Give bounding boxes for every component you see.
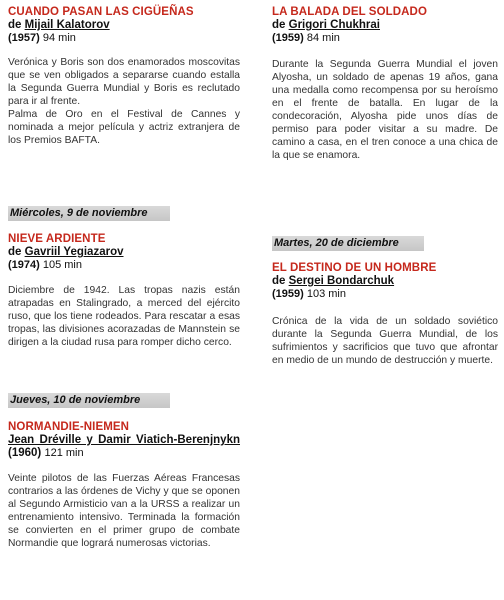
film-meta [8, 32, 240, 45]
film-synopsis [272, 58, 498, 162]
film-title: EL DESTINO DE UN HOMBRE [272, 262, 437, 274]
film-entry-nieve-ardiente [8, 233, 240, 349]
film-title: LA BALADA DEL SOLDADO [272, 6, 428, 18]
synopsis-paragraph: Verónica y Boris son dos enamorados moscovitas que se ven obligados a separarse cuando estalla la Segunda Guerra Mundial y Boris es reclutado para ir al frente. [8, 57, 240, 107]
film-duration: 105 min [42, 259, 82, 271]
director-prefix: de [8, 19, 22, 31]
film-meta [272, 288, 498, 301]
film-director [8, 19, 240, 32]
film-duration: 84 min [306, 32, 340, 44]
film-entry-cuando-pasan-las-ciguenas [8, 6, 240, 147]
film-director [8, 434, 240, 460]
director-prefix: de [272, 275, 286, 287]
film-director [8, 246, 240, 259]
film-title: NORMANDIE-NIEMEN [8, 421, 130, 433]
director-prefix: de [8, 246, 22, 258]
film-director [272, 275, 498, 288]
synopsis-paragraph: Diciembre de 1942. Las tropas nazis están atrapadas en Stalingrado, a merced del ejército ruso, que los tiene rodeados. Para rescatar a esas tropas, las divisiones acorazadas de Mannstein se dirigen a la ciudad rusa para romper dicho cerco. [8, 285, 240, 348]
film-title: CUANDO PASAN LAS CIGÜEÑAS [8, 6, 194, 18]
film-year: (1960) [8, 447, 42, 459]
film-year: (1957) [8, 32, 40, 44]
director-name: Sergei Bondarchuk [288, 275, 395, 287]
film-entry-el-destino-de-un-hombre [272, 262, 498, 367]
synopsis-paragraph: Palma de Oro en el Festival de Cannes y nominada a mejor película y actriz extranjera de los Premios BAFTA. [8, 109, 240, 146]
film-year: (1974) [8, 259, 40, 271]
day-header-wednesday: Miércoles, 9 de noviembre [8, 206, 170, 221]
film-duration: 121 min [44, 447, 84, 459]
director-prefix: de [272, 19, 286, 31]
film-meta [272, 32, 498, 45]
film-synopsis [8, 56, 240, 147]
director-name: Grigori Chukhrai [288, 19, 380, 31]
film-entry-normandie-niemen [8, 421, 240, 550]
film-year: (1959) [272, 32, 304, 44]
film-duration: 94 min [42, 32, 76, 44]
director-name: Mijail Kalatorov [24, 19, 110, 31]
film-title: NIEVE ARDIENTE [8, 233, 106, 245]
film-director [272, 19, 498, 32]
day-header-thursday: Jueves, 10 de noviembre [8, 393, 170, 408]
film-synopsis [8, 284, 240, 349]
synopsis-paragraph: Veinte pilotos de las Fuerzas Aéreas Francesas contrarios a las órdenes de Vichy y que se oponen al Segundo Armisticio van a la URSS a realizar un entrenamiento intensivo. Terminada la formación se convierten en el primer grupo de combate Normandie que logrará numerosas victorias. [8, 473, 240, 549]
director-name: Gavriil Yegiazarov [24, 246, 124, 258]
film-synopsis [8, 472, 240, 550]
film-year: (1959) [272, 288, 304, 300]
film-duration: 103 min [306, 288, 346, 300]
film-meta [8, 259, 240, 272]
director-name: Jean Dréville y Damir Viatich-Berenjnykn [8, 434, 240, 446]
synopsis-paragraph: Crónica de la vida de un soldado soviético durante la Segunda Guerra Mundial, de los sufrimientos y sacrificios que tuvo que afrontar en medio de un mundo de destrucción y muerte. [272, 316, 498, 366]
film-synopsis [272, 315, 498, 367]
synopsis-paragraph: Durante la Segunda Guerra Mundial el joven Alyosha, un soldado de apenas 19 años, gana una medalla como recompensa por su heroísmo en el frente de batalla. En lugar de la condecoración, Alyosha pide unos días de permiso para poder visitar a su madre. De camino a casa, en el tren conoce a una chica de la que se enamora. [272, 59, 498, 161]
film-entry-la-balada-del-soldado [272, 6, 498, 162]
day-header-tuesday: Martes, 20 de diciembre [272, 236, 424, 251]
